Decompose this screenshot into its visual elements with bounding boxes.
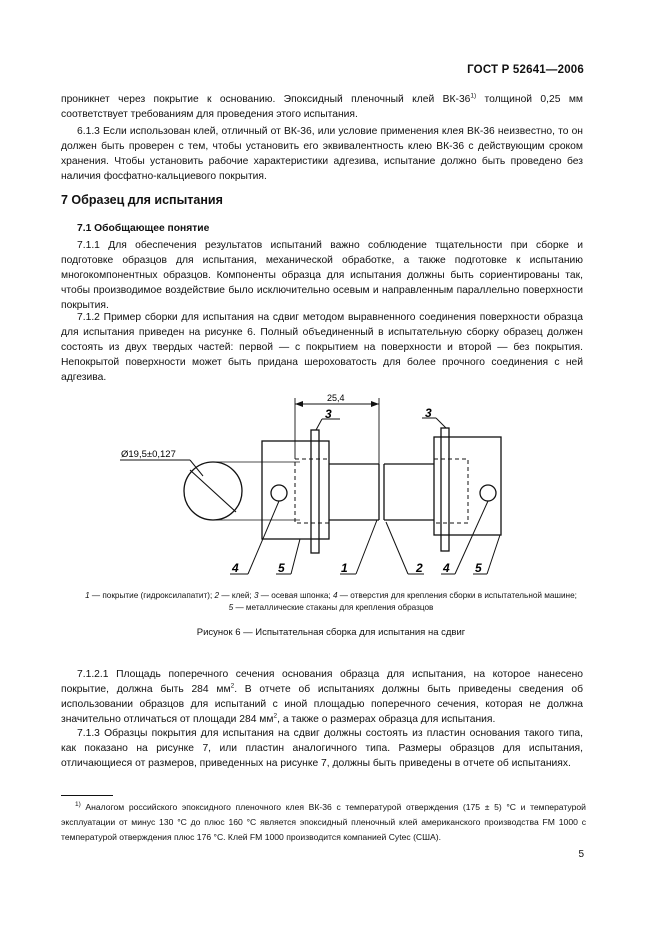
continued-paragraph <box>61 92 583 122</box>
label-3-right: 3 <box>425 406 432 420</box>
legend-num-5: 5 <box>228 603 234 612</box>
figure-legend-line-1 <box>40 590 622 602</box>
label-5-left: 5 <box>278 561 285 575</box>
para-7121-a: 7.1.2.1 Площадь поперечного сечения основания образца для испытания, на которое нанесено покрытие, должна быть 284 мм <box>61 669 583 695</box>
label-2: 2 <box>416 561 423 575</box>
label-3-left: 3 <box>325 407 332 421</box>
label-5-right: 5 <box>475 561 482 575</box>
footnote-mark: 1) <box>75 801 81 809</box>
para-7121-b: . В отчете об испытаниях должны быть приведены сведения об использовании образцов для испытаний с иной площадью поперечного сечения, которая не должна значительно отличаться от площади 284 мм <box>61 684 583 725</box>
footnote <box>61 800 586 845</box>
right-axial-key <box>441 428 449 551</box>
legend-text-4: — отверстия для крепления сборки в испытательной машине; <box>337 591 577 600</box>
legend-num-2: 2 <box>214 591 220 600</box>
paragraph-7-1-2-1 <box>61 667 583 727</box>
dim-width-label: 25,4 <box>327 393 345 403</box>
footnote-ref[interactable]: 1) <box>470 92 477 100</box>
legend-num-3: 3 <box>253 591 259 600</box>
paragraph-7-1-1 <box>61 238 583 313</box>
standard-header: ГОСТ Р 52641—2006 <box>467 64 584 76</box>
sup-mm2-a: 2 <box>230 682 235 690</box>
para-711-text: 7.1.1 Для обеспечения результатов испытаний важно соблюдение тщательности при сборке и подготовке образцов для испытания, механической обработке, а также подготовке к испытанию многокомпонентных образцов. Компоненты образца для испытания должны быть сориентированы так, чтобы производимое воздействие было исключительно осевым и направленным параллельно поверхности покрытия. <box>61 240 583 311</box>
para-712-text: 7.1.2 Пример сборки для испытания на сдвиг методом выравненного соединения поверхности образца для испытания приведен на рисунке 6. Полный объединенный в испытательную сборку образец должен состоять из двух твердых частей: первой — с покрытием на поверхности и второй — без покрытия. Непокрытой поверхности может быть придана шероховатость для более прочного соединения с ней адгезива. <box>61 312 583 383</box>
para-cont-a: проникнет через покрытие к основанию. Эпоксидный пленочный клей ВК-36 <box>61 94 471 105</box>
legend-num-1: 1 <box>85 591 90 600</box>
section-7-heading: 7 Образец для испытания <box>61 193 223 207</box>
page-number: 5 <box>578 849 584 860</box>
footnote-separator <box>61 795 113 796</box>
para-cont-b: толщиной 0,25 мм соответствует требованиям для проведения этого испытания. <box>61 94 583 120</box>
right-holder-hidden-outline <box>434 459 468 523</box>
section-7-1-heading: 7.1 Обобщающее понятие <box>77 223 210 234</box>
left-holder-hidden-outline <box>295 459 329 523</box>
label-4-right: 4 <box>443 561 450 575</box>
para-613-text: 6.1.3 Если использован клей, отличный от ВК-36, или условие применения клея ВК-36 неизвестно, то он должен быть проверен с тем, чтобы установить его эквивалентность клею ВК-36 с действующим сроком хранения. Чтобы установить рабочие характеристики адгезива, испытание должно быть проведено без наличия фосфатно-кальциевого покрытия. <box>61 126 583 182</box>
legend-text-1: — покрытие (гидроксилапатит); <box>89 591 215 600</box>
legend-text-5: — металлические стаканы для крепления образцов <box>233 603 434 612</box>
footnote-text: Аналогом российского эпоксидного пленочного клея ВК-36 с температурой отверждения (175 ± 5) °С и температурой эксплуатации от минус 130 °С до плюс 160 °С является эпоксидный пленочный клей американского производства FM 1000 с температурой отверждения плюс 176 °С. Клей FM 1000 производится компанией Cytec (США). <box>61 802 586 842</box>
left-axial-key <box>311 430 319 553</box>
figure-legend-line-2 <box>40 602 622 614</box>
figure-6-caption: Рисунок 6 — Испытательная сборка для испытания на сдвиг <box>196 627 466 638</box>
sup-mm2-b: 2 <box>273 712 278 720</box>
para-7121-c: , а также о размерах образца для испытания. <box>277 714 496 725</box>
right-mounting-hole <box>480 485 496 501</box>
paragraph-7-1-2 <box>61 310 583 385</box>
paragraph-7-1-3 <box>61 726 583 771</box>
figure-6-drawing <box>100 388 540 588</box>
dim-diameter-label: Ø19,5±0,127 <box>121 449 176 460</box>
legend-text-3: — осевая шпонка; <box>258 591 333 600</box>
label-1: 1 <box>341 561 348 575</box>
paragraph-6-1-3 <box>61 124 583 184</box>
label-4-left: 4 <box>232 561 239 575</box>
legend-text-2: — клей; <box>219 591 254 600</box>
para-713-text: 7.1.3 Образцы покрытия для испытания на сдвиг должны состоять из пластин основания такого типа, как показано на рисунке 7, или пластин аналогичного типа. Размеры образцов для испытания, отличающиеся от размеров, приведенных на рисунке 7, должны быть приведены в отчете об испытаниях. <box>61 728 583 769</box>
left-mounting-hole <box>271 485 287 501</box>
legend-num-4: 4 <box>332 591 338 600</box>
